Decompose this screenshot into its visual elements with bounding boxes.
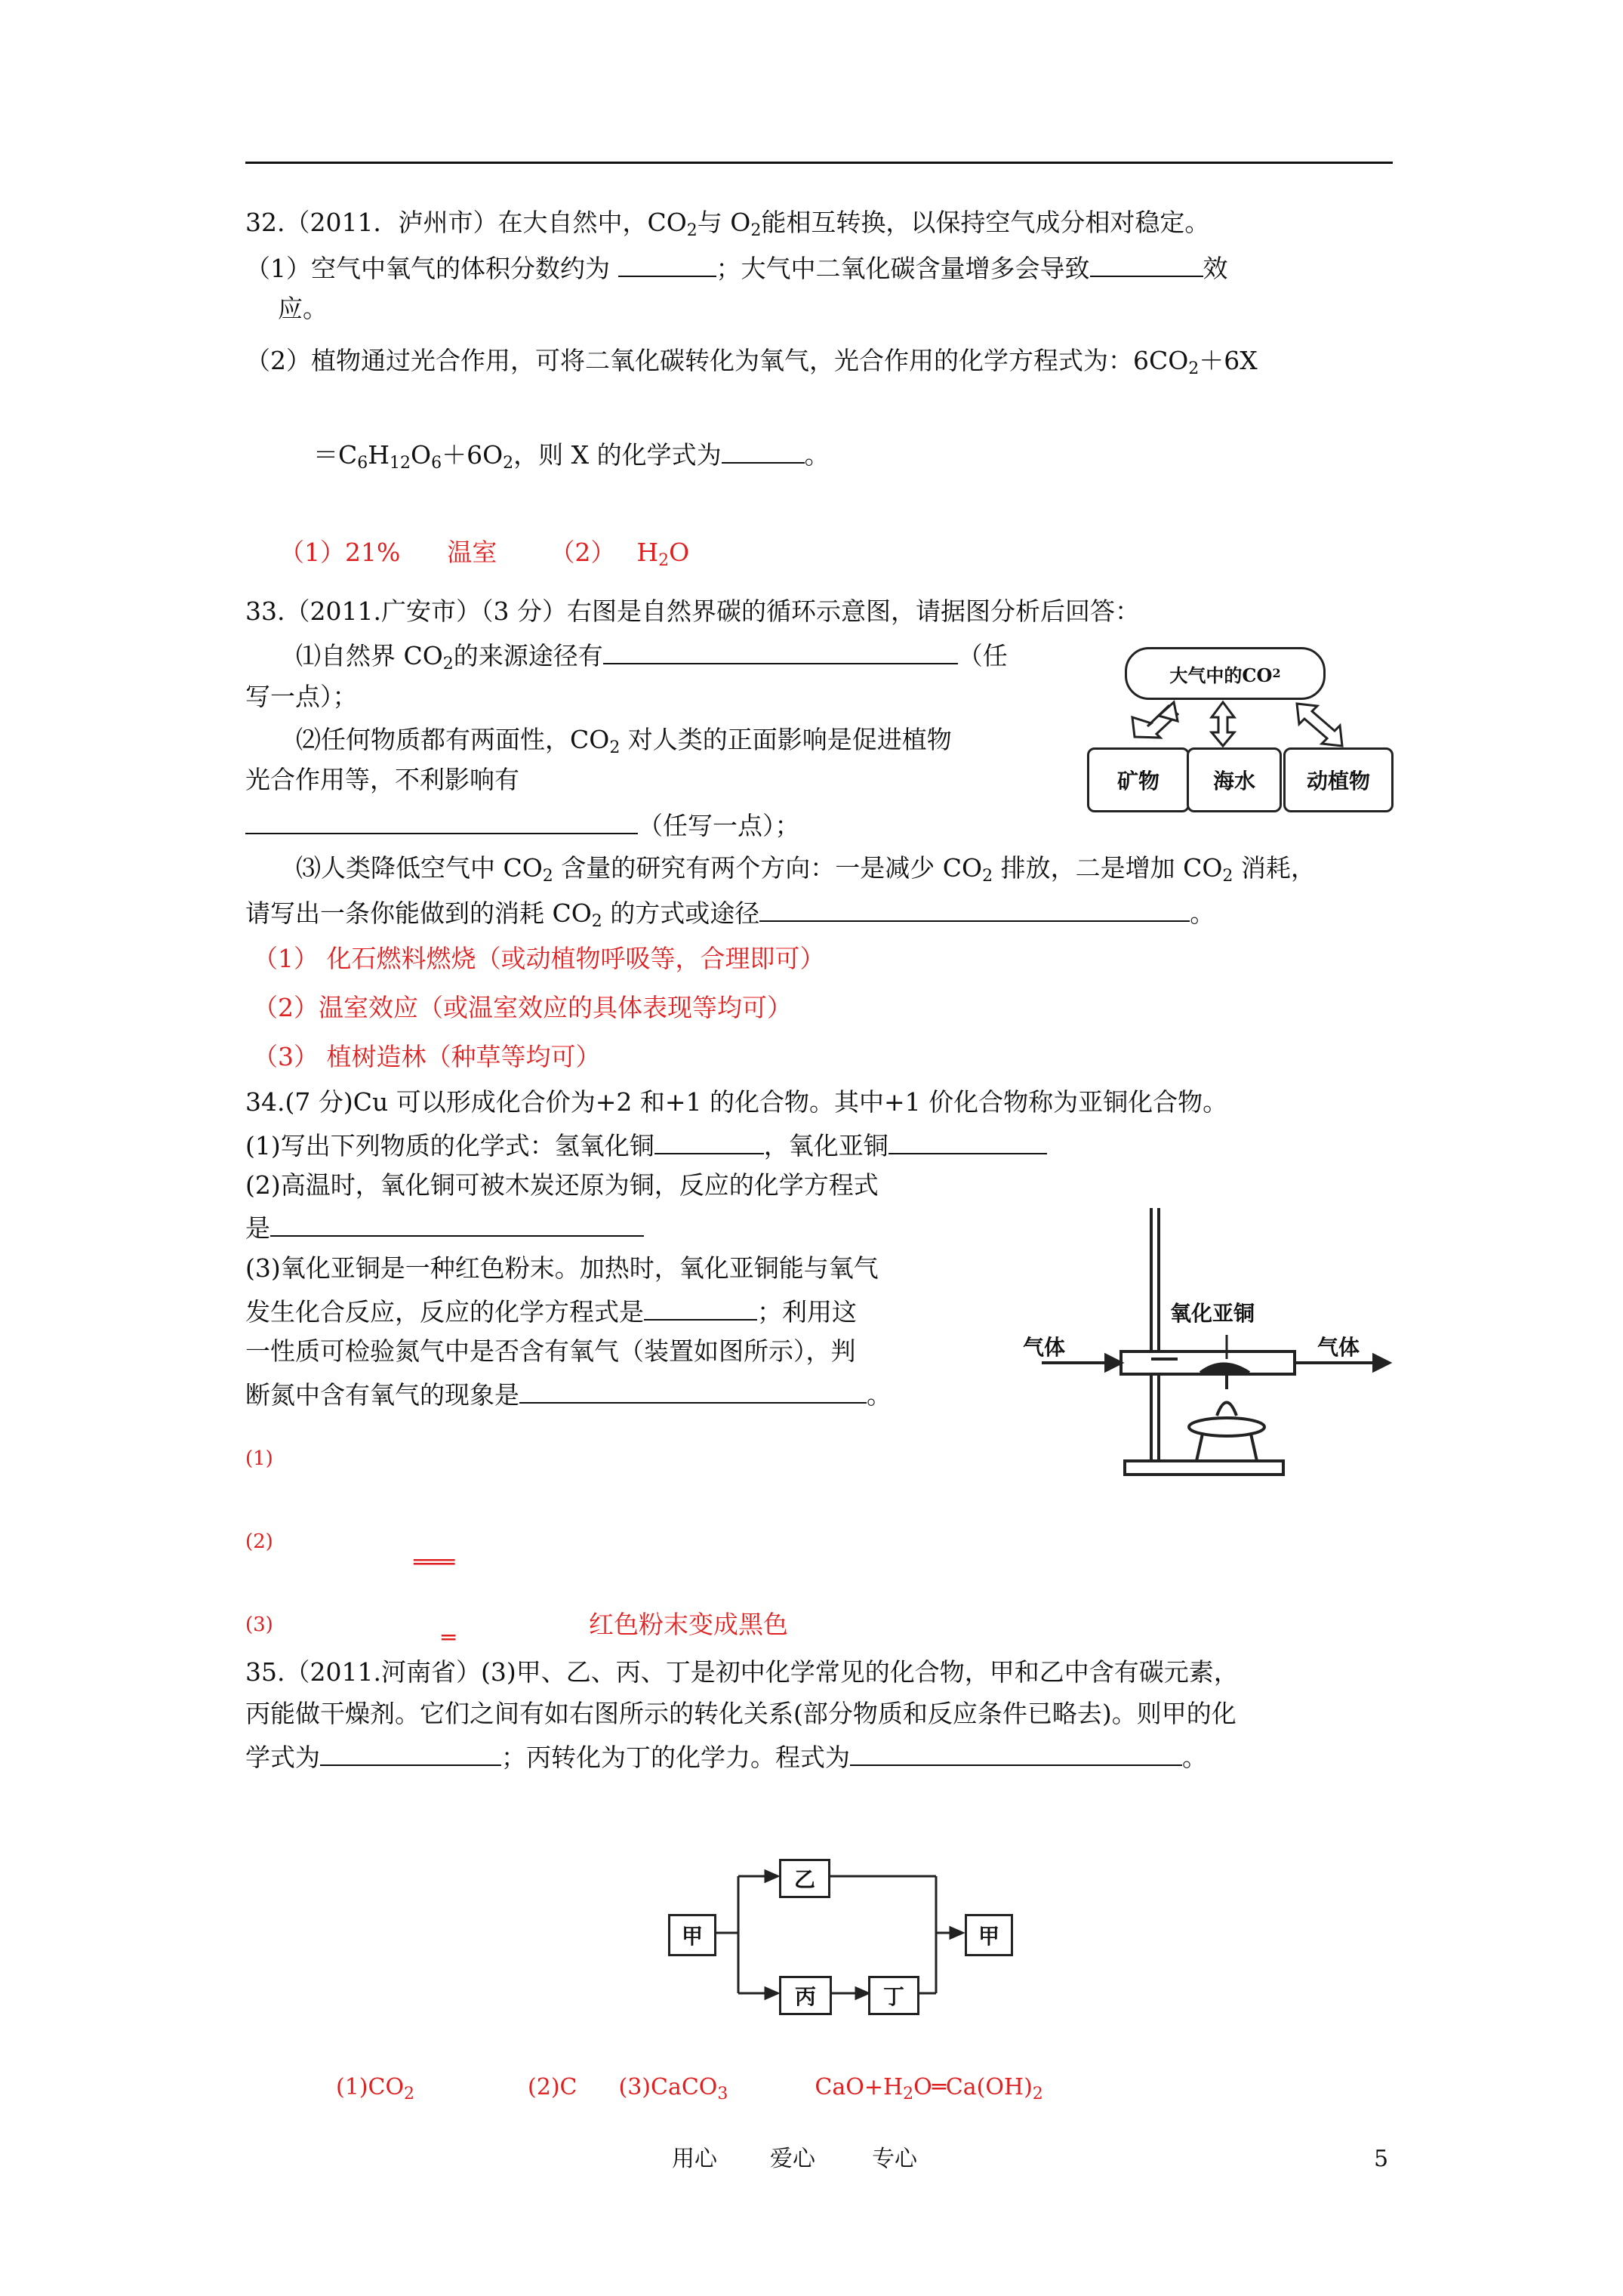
box-seawater: 海水	[1187, 747, 1282, 812]
apparatus-label-top: 氧化亚铜	[1170, 1301, 1255, 1326]
atmosphere-co2-cloud: 大气中的CO 2	[1125, 647, 1326, 700]
q34-part3-line2: 发生化合反应，反应的化学方程式是 ；利用这	[245, 1295, 857, 1327]
q34-answer-3-label: (3)	[245, 1613, 273, 1636]
footer-motto-1: 用心	[672, 2146, 717, 2172]
q33-part1-cont: 写一点）；	[245, 682, 358, 711]
q34-answer-1-label: (1)	[245, 1447, 273, 1470]
q32-part1: （1）空气中氧气的体积分数约为 ；大气中二氧化碳含量增多会导致 效	[245, 251, 1228, 284]
q33-part3-cont: 请写出一条你能做到的消耗 $CO_2$ 的方式或途径 。	[245, 896, 1215, 929]
q32-part2: （2）植物通过光合作用，可将二氧化碳转化为氧气，光合作用的化学方程式为：$6CO_2+6X$	[245, 346, 1258, 378]
q33-answer-1: （1） 化石燃料燃烧（或动植物呼吸等，合理即可）	[253, 944, 825, 973]
node-end: 甲	[965, 1914, 1013, 1956]
box-minerals: 矿物	[1087, 747, 1190, 812]
q34-part3: (3)氧化亚铜是一种红色粉末。加热时，氧化亚铜能与氧气	[245, 1253, 879, 1283]
q34-part3-line4: 断氮中含有氧气的现象是 。	[245, 1378, 892, 1410]
q34-answer-3-text: 红色粉末变成黑色	[589, 1610, 788, 1639]
q32-answer: （1）21% 温室 （2） $H_2O$	[279, 538, 690, 570]
q34-part3-line3: 一性质可检验氮气中是否含有氧气（装置如图所示），判	[245, 1336, 856, 1366]
q33-part2: ⑵任何物质都有两面性，$CO_2$ 对人类的正面影响是促进植物	[296, 725, 952, 757]
q33-answer-3: （3） 植树造林（种草等均可）	[253, 1042, 601, 1071]
apparatus-label-in: 气体	[1023, 1335, 1066, 1360]
footer-motto-2: 爱心	[770, 2146, 815, 2172]
apparatus-label-out: 气体	[1317, 1335, 1360, 1360]
q35-line2: 丙能做干燥剂。它们之间有如右图所示的转化关系(部分物质和反应条件已略去)。则甲的化	[245, 1699, 1236, 1728]
node-bottom1: 丙	[779, 1976, 832, 2015]
page-number: 5	[1374, 2146, 1389, 2172]
q34-part1: (1)写出下列物质的化学式：氢氧化铜 ，氧化亚铜	[245, 1129, 1047, 1161]
q35-stem: 35.（2011.河南省）(3)甲、乙、丙、丁是初中化学常见的化合物，甲和乙中含有碳元素，	[245, 1657, 1239, 1687]
node-start: 甲	[668, 1914, 716, 1956]
q33-answer-2: （2）温室效应（或温室效应的具体表现等均可）	[253, 993, 792, 1022]
box-plants-animals: 动植物	[1283, 747, 1394, 812]
q34-stem: 34.(7 分)Cu 可以形成化合价为+2 和+1 的化合物。其中+1 价化合物称为亚铜化合物。	[245, 1087, 1228, 1117]
q33-part2-cont: 光合作用等，不利影响有	[245, 765, 519, 794]
q34-answer-3-equals: ═	[442, 1625, 456, 1651]
q32-part2-equation: $=C_6H_{12}O_6+6O_2$，则 X 的化学式为 。	[313, 438, 830, 470]
footer-motto-3: 专心	[872, 2146, 917, 2172]
q34-answer-2-label: (2)	[245, 1530, 273, 1553]
node-bottom2: 丁	[868, 1976, 919, 2015]
q33-part2-blank: （任写一点）；	[245, 809, 800, 841]
q33-stem: 33.（2011.广安市）（3 分）右图是自然界碳的循环示意图，请据图分析后回答：	[245, 596, 1140, 626]
q34-answer-2-equals: ═══	[414, 1549, 455, 1576]
q34-part2: (2)高温时，氧化铜可被木炭还原为铜，反应的化学方程式	[245, 1170, 879, 1200]
q35-line3: 学式为 ；丙转化为丁的化学力。程式为 。	[245, 1740, 1207, 1773]
q33-part1: ⑴自然界 $CO_2$的来源途径有 （任	[296, 639, 1008, 671]
q32-part1-cont: 应。	[278, 294, 328, 323]
q33-part3: ⑶人类降低空气中 $CO_2$ 含量的研究有两个方向：一是减少 $CO_2$ 排放，二是增加 $CO_2$ 消耗，	[296, 853, 1316, 886]
q34-part2-cont: 是	[245, 1211, 644, 1244]
q35-answers: $(1)CO_2$ (2)C (3)CaCO$_3$ $CaO+H_2O═Ca(OH)_2$	[336, 2074, 1043, 2103]
node-top: 乙	[779, 1859, 830, 1898]
q32-stem: 32.（2011．泸州市）在大自然中，$CO_2$与 $O_2$能相互转换，以保持空气成分相对稳定。	[245, 208, 1210, 240]
